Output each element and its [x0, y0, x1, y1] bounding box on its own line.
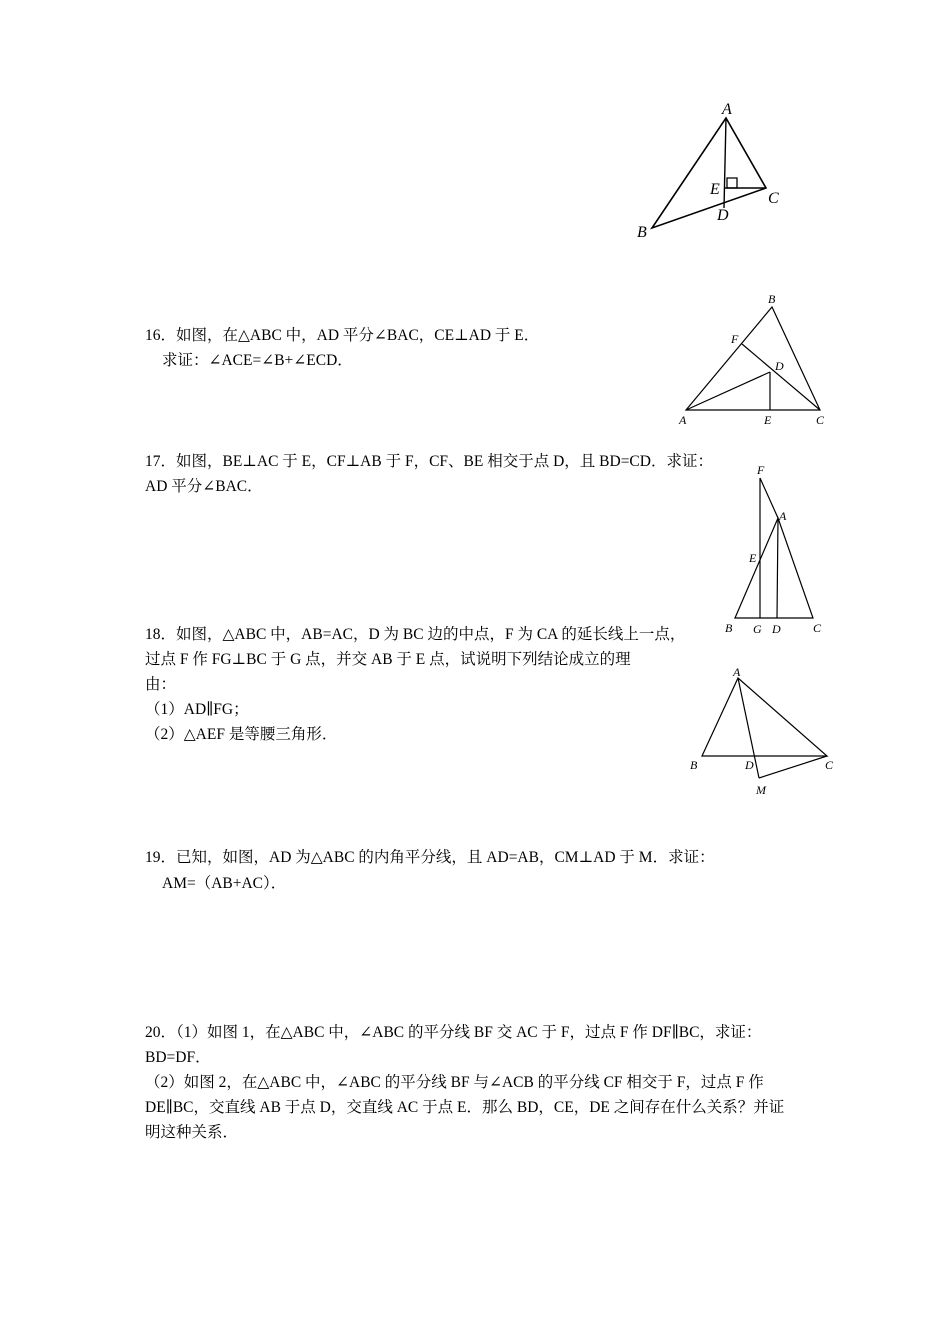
fig15-label-e: E [710, 181, 720, 198]
fig16-label-e: E [764, 413, 772, 427]
problem-20-line-1: 20．（1）如图 1，在△ABC 中，∠ABC 的平分线 BF 交 AC 于 F，过点 F 作 DF∥BC，求证： [145, 1024, 762, 1041]
fig17-label-b: B [725, 621, 733, 635]
fig16-label-c: C [816, 413, 825, 427]
problem-20-line-2: BD=DF． [145, 1049, 211, 1066]
fig16-label-b: B [768, 292, 776, 306]
fig19-triangle-abc [702, 678, 827, 756]
fig17-label-c: C [813, 621, 822, 635]
problem-17-line-2: AD 平分∠BAC． [145, 478, 263, 495]
problem-18-line-2: 过点 F 作 FG⊥BC 于 G 点，并交 AB 于 E 点，试说明下列结论成立的理 [145, 651, 631, 668]
fig15-label-d: D [717, 207, 729, 224]
fig16-label-a: A [679, 413, 687, 427]
problem-16-line-2: 求证：∠ACE=∠B+∠ECD． [162, 352, 353, 369]
problem-19-line-2: AM=（AB+AC）． [162, 875, 287, 892]
problem-20-line-4: DE∥BC，交直线 AB 于点 D，交直线 AC 于点 E．那么 BD，CE，DE 之间存在什么关系？并证 [145, 1099, 785, 1116]
fig17-label-g: G [753, 622, 762, 636]
fig16-label-d: D [775, 359, 784, 373]
problem-17-line-1: 17．如图，BE⊥AC 于 E，CF⊥AB 于 F，CF、BE 相交于点 D，且 BD=CD．求证： [145, 453, 713, 470]
fig19-segment-cm [759, 756, 827, 778]
fig17-label-d: D [772, 622, 781, 636]
fig17-label-a: A [779, 509, 787, 523]
problem-20-line-3: （2）如图 2，在△ABC 中，∠ABC 的平分线 BF 与∠ACB 的平分线 CF 相交于 F，过点 F 作 [145, 1074, 764, 1091]
fig19-label-b: B [690, 758, 698, 772]
problem-19-line-1: 19．已知，如图，AD 为△ABC 的内角平分线，且 AD=AB，CM⊥AD 于 M．求证： [145, 849, 715, 866]
problem-18-line-1: 18．如图，△ABC 中，AB=AC，D 为 BC 边的中点，F 为 CA 的延长线上一点， [145, 626, 686, 643]
fig19-label-c: C [825, 758, 834, 772]
fig17-label-e: E [749, 551, 757, 565]
problem-18-line-4: （1）AD∥FG； [145, 701, 249, 718]
problem-16-line-1: 16．如图，在△ABC 中，AD 平分∠BAC，CE⊥AD 于 E． [145, 327, 540, 344]
fig16-label-f: F [731, 332, 739, 346]
fig19-label-m: M [756, 783, 766, 797]
problem-20-line-5: 明这种关系． [145, 1124, 239, 1141]
fig19-label-d: D [745, 758, 754, 772]
fig17-label-f: F [757, 463, 765, 477]
fig15-label-a: A [722, 101, 732, 118]
fig15-label-b: B [637, 224, 647, 241]
problem-18-line-5: （2）△AEF 是等腰三角形． [145, 726, 338, 743]
problem-18-line-3: 由： [145, 676, 177, 693]
fig15-label-c: C [768, 190, 779, 207]
fig19-label-a: A [733, 665, 741, 679]
